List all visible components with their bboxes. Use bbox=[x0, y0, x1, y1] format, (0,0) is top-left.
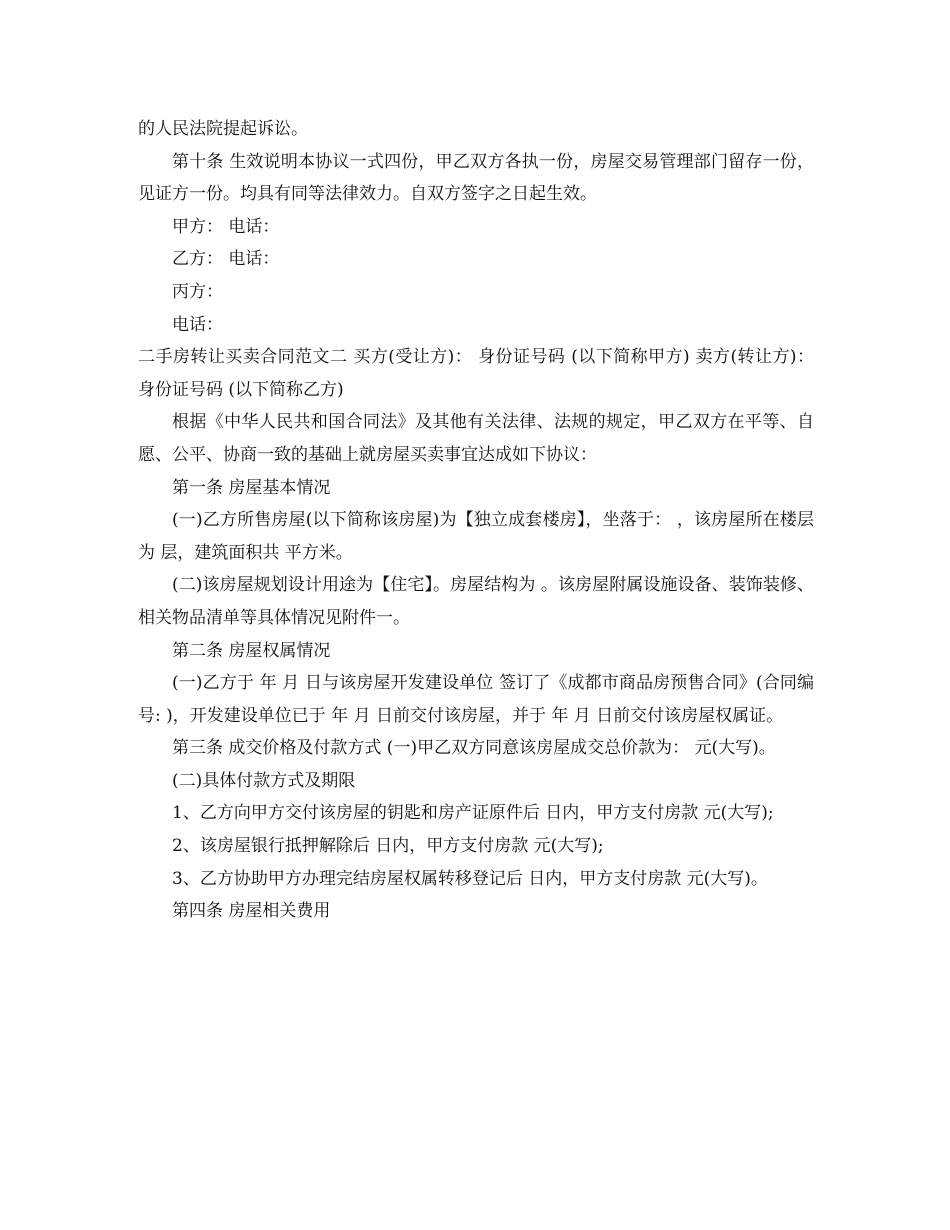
paragraph: 甲方： 电话： bbox=[172, 216, 280, 237]
paragraph: 1、乙方向甲方交付该房屋的钥匙和房产证原件后 日内，甲方支付房款 元(大写); bbox=[172, 803, 774, 824]
paragraph: (一)乙方所售房屋(以下简称该房屋)为【独立成套楼房】，坐落于： ，该房屋所在楼层为 层，建筑面积共 平方米。 bbox=[138, 510, 814, 563]
paragraph: 丙方： bbox=[172, 281, 223, 302]
paragraph: 电话： bbox=[172, 314, 223, 335]
contract-body bbox=[138, 113, 814, 928]
paragraph: 第一条 房屋基本情况 bbox=[172, 477, 331, 498]
paragraph: 的人民法院提起诉讼。 bbox=[138, 119, 308, 139]
paragraph: 根据《中华人民共和国合同法》及其他有关法律、法规的规定，甲乙双方在平等、自愿、公平、协商一致的基础上就房屋买卖事宜达成如下协议： bbox=[138, 412, 814, 465]
paragraph: 第三条 成交价格及付款方式 (一)甲乙双方同意该房屋成交总价款为： 元(大写)。 bbox=[172, 738, 776, 759]
paragraph: (一)乙方于 年 月 日与该房屋开发建设单位 签订了《成都市商品房预售合同》(合同编号: )，开发建设单位已于 年 月 日前交付该房屋，并于 年 月 日前交付该房屋权属证。 bbox=[138, 673, 814, 726]
paragraph: (二)该房屋规划设计用途为【住宅】。房屋结构为 。该房屋附属设施设备、装饰装修、相关物品清单等具体情况见附件一。 bbox=[138, 575, 814, 628]
paragraph: 3、乙方协助甲方办理完结房屋权属转移登记后 日内，甲方支付房款 元(大写)。 bbox=[172, 868, 768, 889]
paragraph: 第四条 房屋相关费用 bbox=[172, 901, 331, 922]
paragraph: (二)具体付款方式及期限 bbox=[172, 770, 356, 791]
paragraph: 第二条 房屋权属情况 bbox=[172, 640, 331, 661]
paragraph: 第十条 生效说明本协议一式四份，甲乙双方各执一份，房屋交易管理部门留存一份，见证方一份。均具有同等法律效力。自双方签字之日起生效。 bbox=[138, 151, 814, 205]
paragraph: 2、该房屋银行抵押解除后 日内，甲方支付房款 元(大写); bbox=[172, 836, 604, 857]
paragraph: 二手房转让买卖合同范文二 买方(受让方)： 身份证号码 (以下简称甲方) 卖方(转让方)： 身份证号码 (以下简称乙方) bbox=[138, 347, 814, 400]
paragraph: 乙方： 电话： bbox=[172, 249, 280, 270]
